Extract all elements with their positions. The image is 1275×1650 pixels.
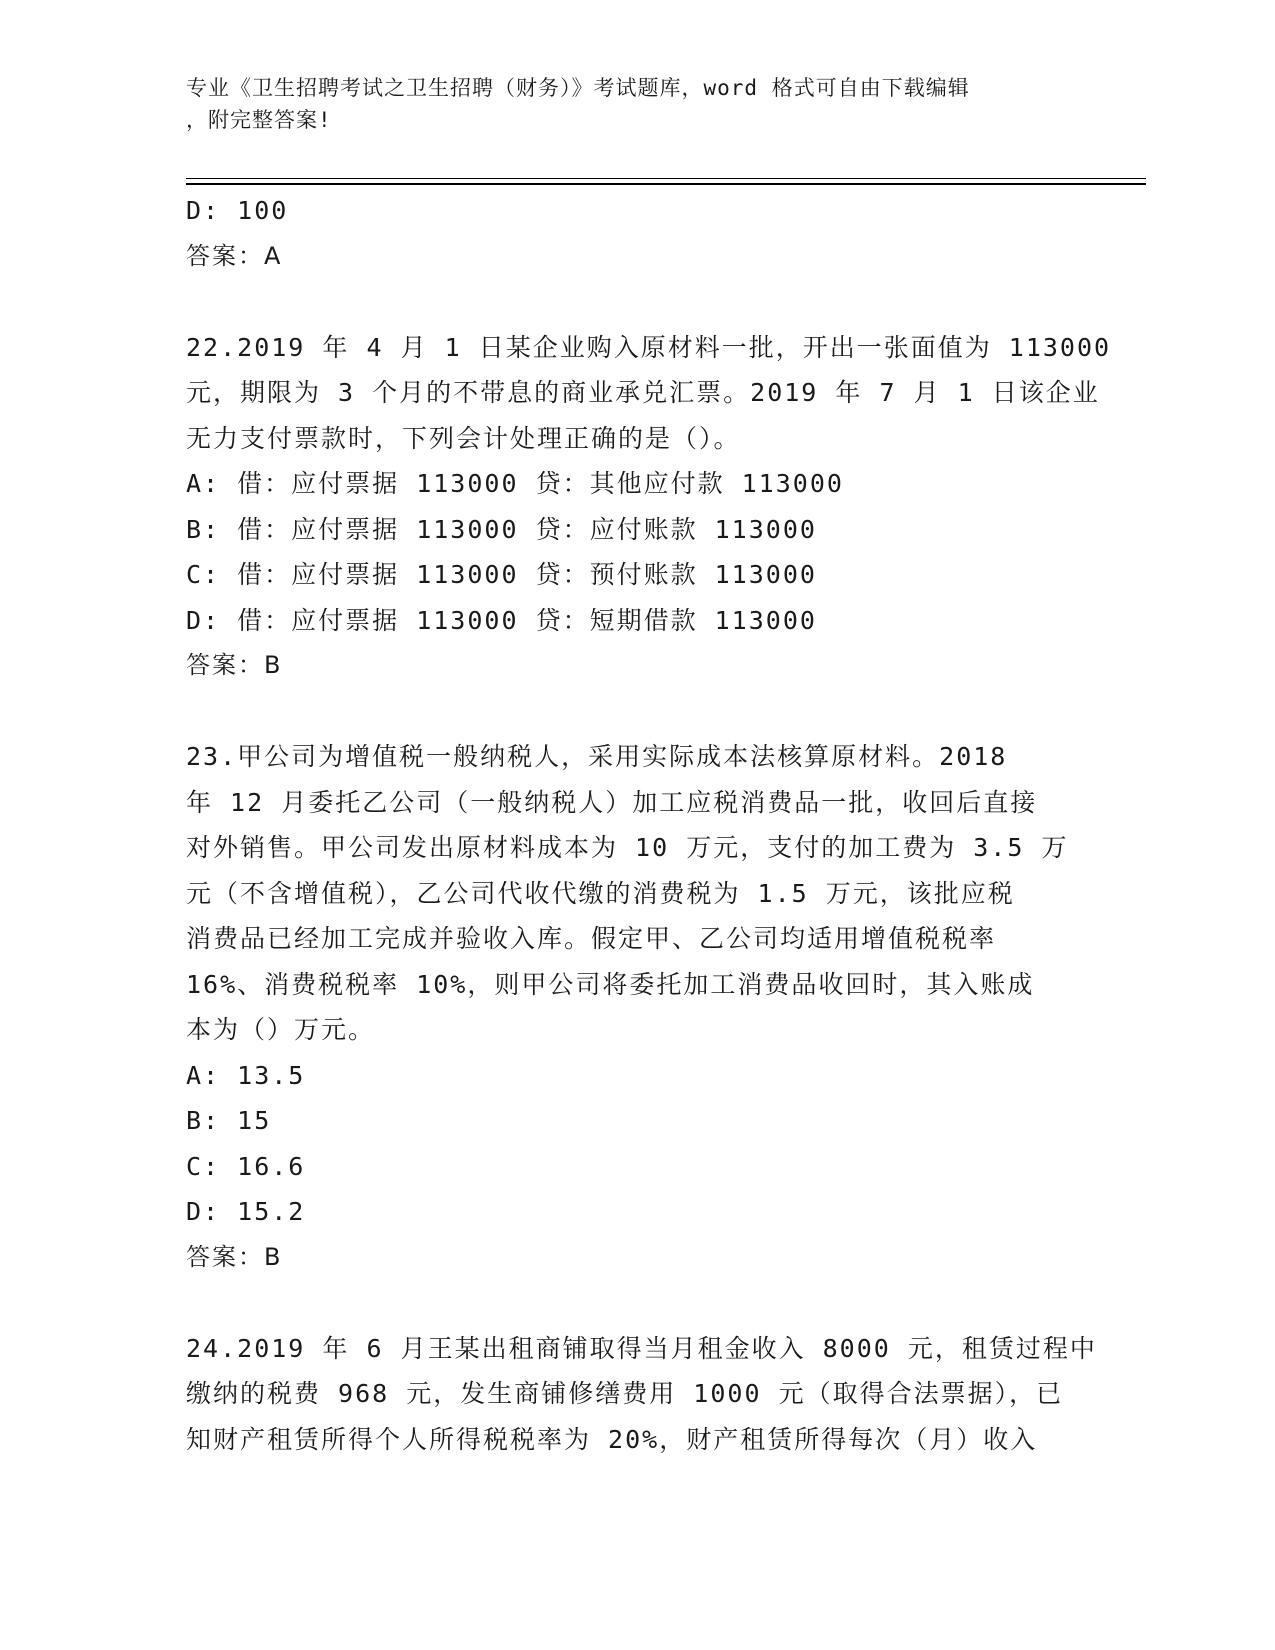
- question-23: [186, 734, 1086, 1280]
- question-stem-line: 元，期限为 3 个月的不带息的商业承兑汇票。2019 年 7 月 1 日该企业: [186, 378, 1100, 407]
- question-stem-line: 知财产租赁所得个人所得税税率为 20%，财产租赁所得每次（月）收入: [186, 1424, 1038, 1454]
- option-a: A: 13.5: [186, 1060, 306, 1090]
- option-b: B: 15: [186, 1106, 272, 1135]
- option-c: C: 借：应付票据 113000 贷：预付账款 113000: [186, 560, 817, 589]
- option-a: A: 借：应付票据 113000 贷：其他应付款 113000: [186, 469, 844, 498]
- header-line: 专业《卫生招聘考试之卫生招聘（财务）》考试题库，word 格式可自由下载编辑: [186, 76, 970, 100]
- question-stem-line: 消费品已经加工完成并验收入库。假定甲、乙公司均适用增值税税率: [186, 924, 997, 953]
- answer-line: 答案：B: [186, 651, 283, 679]
- question-stem-line: 对外销售。甲公司发出原材料成本为 10 万元，支付的加工费为 3.5 万: [186, 833, 1069, 862]
- option-c: C: 16.6: [186, 1151, 306, 1181]
- header-divider-thick: [186, 183, 1146, 185]
- option-d: D: 15.2: [186, 1197, 306, 1226]
- question-22: [186, 325, 1112, 689]
- answer-line: 答案：B: [186, 1242, 283, 1271]
- question-stem-line: 23.甲公司为增值税一般纳税人，采用实际成本法核算原材料。2018: [186, 742, 1008, 771]
- question-stem-line: 22.2019 年 4 月 1 日某企业购入原材料一批，开出一张面值为 113000: [186, 332, 1112, 362]
- option-b: B: 借：应付票据 113000 贷：应付账款 113000: [186, 514, 817, 544]
- option-d: D: 借：应付票据 113000 贷：短期借款 113000: [186, 605, 817, 635]
- question-stem-line: 无力支付票款时，下列会计处理正确的是（）。: [186, 423, 741, 453]
- question-stem-line: 16%、消费税税率 10%，则甲公司将委托加工消费品收回时，其入账成: [186, 969, 1035, 999]
- spacer: [186, 689, 1086, 735]
- answer-line: 答案：A: [186, 241, 283, 270]
- document-body: [186, 188, 1112, 1462]
- question-stem-line: 年 12 月委托乙公司（一般纳税人）加工应税消费品一批，收回后直接: [186, 787, 1038, 817]
- question-stem-line: 缴纳的税费 968 元，发生商铺修缮费用 1000 元（取得合法票据），已: [186, 1379, 1064, 1408]
- header-line: ，附完整答案!: [186, 108, 332, 132]
- question-stem-line: 24.2019 年 6 月王某出租商铺取得当月租金收入 8000 元，租赁过程中: [186, 1333, 1097, 1363]
- question-stem-line: 本为（）万元。: [186, 1015, 376, 1044]
- question-24: [186, 1326, 1097, 1463]
- header-divider-thin: [186, 178, 1146, 179]
- option-d: D: 100: [186, 196, 289, 225]
- spacer: [186, 1280, 1086, 1326]
- spacer: [186, 279, 1086, 325]
- document-header: [186, 72, 1066, 136]
- question-stem-line: 元（不含增值税），乙公司代收代缴的消费税为 1.5 万元，该批应税: [186, 878, 1015, 908]
